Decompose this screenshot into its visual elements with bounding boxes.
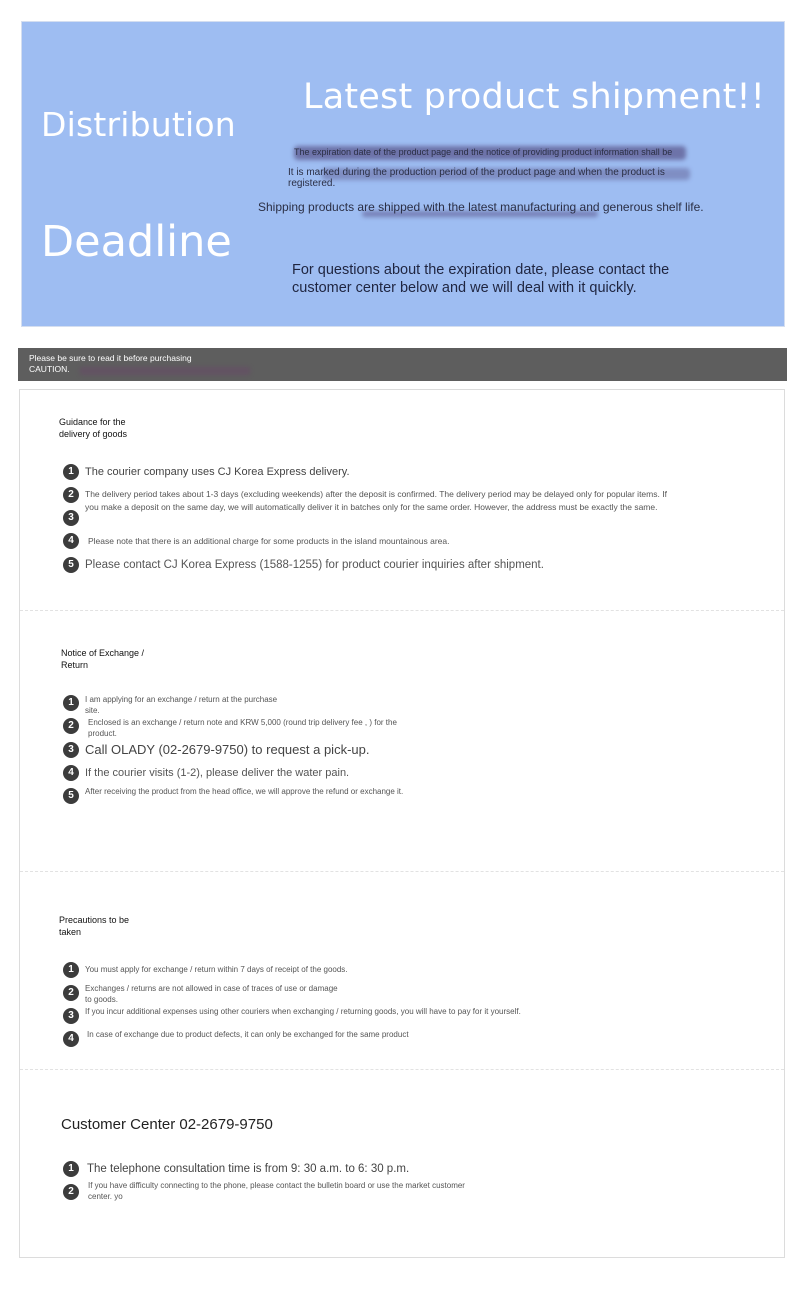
banner-line-3: Shipping products are shipped with the latest manufacturing and generous shelf life. [258,200,704,214]
section-divider [20,871,784,872]
list-item-text: If you have difficulty connecting to the phone, please contact the bulletin board or use the market customer center. yo [88,1181,465,1201]
list-item-text: If you incur additional expenses using other couriers when exchanging / returning goods, you will have to pay for it yourself. [85,1007,521,1016]
banner-line-1: The expiration date of the product page and the notice of providing product information shall be [294,147,673,157]
number-badge: 3 [63,742,79,758]
number-badge: 2 [63,1184,79,1200]
delivery-section-title: Guidance for the delivery of goods [59,417,128,439]
list-item-text: Exchanges / returns are not allowed in case of traces of use or damage to goods. [85,984,338,1004]
number-badge: 1 [63,962,79,978]
number-badge: 2 [63,985,79,1001]
banner-distribution-text: Distribution [41,105,236,144]
list-item-text: Please note that there is an additional charge for some products in the island mountainous area. [88,536,450,546]
shipment-banner [21,21,785,327]
number-badge: 2 [63,718,79,734]
number-badge: 1 [63,1161,79,1177]
list-item-text: Call OLADY (02-2679-9750) to request a pick-up. [85,742,370,757]
number-badge: 3 [63,1008,79,1024]
banner-headline: Latest product shipment!! [303,77,765,117]
banner-line-2: It is marked during the production period of the product page and when the product is registered. [288,167,665,189]
section-divider [20,610,784,611]
precautions-section-title: Precautions to be taken [59,915,130,937]
section-divider [20,1069,784,1070]
number-badge: 5 [63,557,79,573]
list-item-text: The courier company uses CJ Korea Express delivery. [85,466,350,478]
number-badge: 5 [63,788,79,804]
list-item-text: You must apply for exchange / return within 7 days of receipt of the goods. [85,965,348,974]
list-item-text: If the courier visits (1-2), please deliver the water pain. [85,767,350,779]
number-badge: 1 [63,464,79,480]
list-item-text: In case of exchange due to product defects, it can only be exchanged for the same product [87,1030,409,1039]
banner-deadline-text: Deadline [41,217,232,267]
number-badge: 3 [63,510,79,526]
customer-center-title: Customer Center 02-2679-9750 [61,1116,273,1133]
blurred-text-artifact [80,367,250,375]
list-item-text: Enclosed is an exchange / return note and KRW 5,000 (round trip delivery fee , ) for the product. [88,718,397,738]
list-item-text: I am applying for an exchange / return at the purchase site. [85,695,278,715]
list-item-text: After receiving the product from the head office, we will approve the refund or exchange it. [85,787,404,796]
number-badge: 4 [63,765,79,781]
number-badge: 4 [63,1031,79,1047]
caution-bar [18,348,787,381]
caution-line-1: Please be sure to read it before purchasing [29,353,192,363]
number-badge: 2 [63,487,79,503]
banner-question-text: For questions about the expiration date, please contact the customer center below and we will deal with it quickly. [292,262,670,296]
list-item-text: The delivery period takes about 1-3 days (excluding weekends) after the deposit is confirmed. The delivery period may be delayed only for popular items. If you make a deposit on the same day, we will automatically deliver it in batches only for the same order. However, the address must be exactly the same. [85,489,667,512]
caution-line-2: CAUTION. [29,364,70,374]
number-badge: 1 [63,695,79,711]
list-item-text: The telephone consultation time is from 9: 30 a.m. to 6: 30 p.m. [87,1163,410,1175]
exchange-section-title: Notice of Exchange / Return [61,648,145,670]
number-badge: 4 [63,533,79,549]
list-item-text: Please contact CJ Korea Express (1588-1255) for product courier inquiries after shipment. [85,559,544,571]
